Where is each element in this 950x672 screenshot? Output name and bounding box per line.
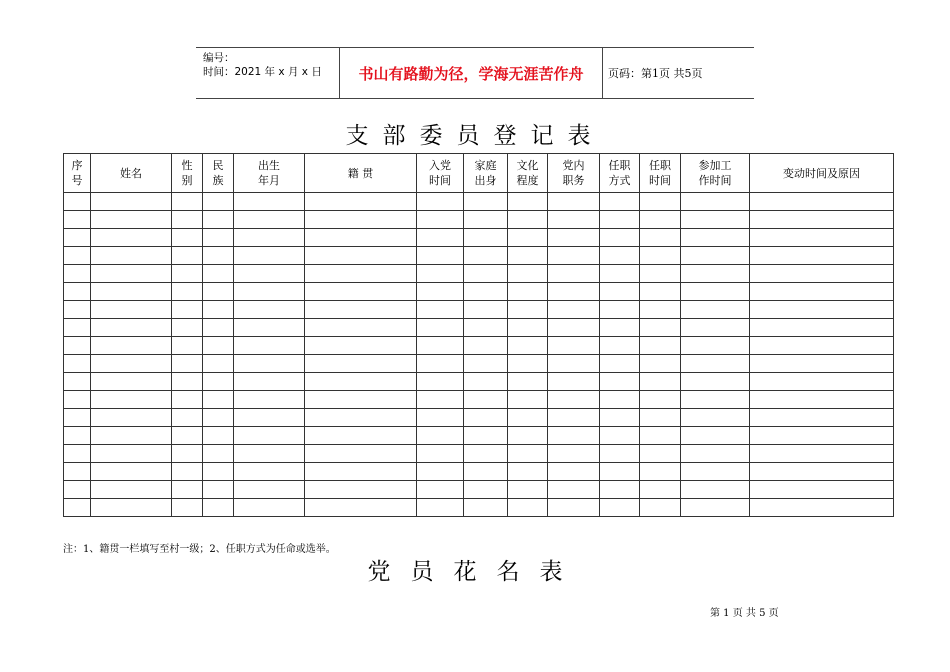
table-cell[interactable] xyxy=(640,481,681,499)
table-cell[interactable] xyxy=(681,391,750,409)
table-cell[interactable] xyxy=(548,391,600,409)
table-cell[interactable] xyxy=(750,499,894,517)
table-cell[interactable] xyxy=(203,445,234,463)
table-cell[interactable] xyxy=(600,373,640,391)
table-cell[interactable] xyxy=(600,499,640,517)
table-cell[interactable] xyxy=(464,247,508,265)
table-cell[interactable] xyxy=(234,229,305,247)
table-cell[interactable] xyxy=(600,445,640,463)
table-cell[interactable] xyxy=(548,193,600,211)
table-cell[interactable] xyxy=(203,319,234,337)
column-header: 姓名 xyxy=(91,154,172,193)
table-cell[interactable] xyxy=(305,355,417,373)
column-header: 文化 程度 xyxy=(508,154,548,193)
table-cell[interactable] xyxy=(681,211,750,229)
table-cell[interactable] xyxy=(600,481,640,499)
table-cell[interactable] xyxy=(64,499,91,517)
table-cell[interactable] xyxy=(417,211,464,229)
table-cell[interactable] xyxy=(508,463,548,481)
table-cell[interactable] xyxy=(203,391,234,409)
table-cell[interactable] xyxy=(508,481,548,499)
table-cell[interactable] xyxy=(464,265,508,283)
table-cell[interactable] xyxy=(172,229,203,247)
table-cell[interactable] xyxy=(417,229,464,247)
table-cell[interactable] xyxy=(305,229,417,247)
table-cell[interactable] xyxy=(750,229,894,247)
table-cell[interactable] xyxy=(64,319,91,337)
table-cell[interactable] xyxy=(640,445,681,463)
table-cell[interactable] xyxy=(172,301,203,319)
table-cell[interactable] xyxy=(508,409,548,427)
table-cell[interactable] xyxy=(548,481,600,499)
table-cell[interactable] xyxy=(750,319,894,337)
table-cell[interactable] xyxy=(464,211,508,229)
table-cell[interactable] xyxy=(91,355,172,373)
table-cell[interactable] xyxy=(417,499,464,517)
table-cell[interactable] xyxy=(681,409,750,427)
table-cell[interactable] xyxy=(172,211,203,229)
table-cell[interactable] xyxy=(91,409,172,427)
table-cell[interactable] xyxy=(172,337,203,355)
table-cell[interactable] xyxy=(203,247,234,265)
table-cell[interactable] xyxy=(172,283,203,301)
table-cell[interactable] xyxy=(234,319,305,337)
column-header: 出生 年月 xyxy=(234,154,305,193)
table-cell[interactable] xyxy=(305,319,417,337)
table-cell[interactable] xyxy=(508,247,548,265)
table-cell[interactable] xyxy=(681,265,750,283)
table-cell[interactable] xyxy=(305,211,417,229)
table-row xyxy=(64,355,894,373)
table-cell[interactable] xyxy=(750,211,894,229)
page-footer: 第 1 页 共 5 页 xyxy=(710,608,779,619)
table-cell[interactable] xyxy=(417,355,464,373)
table-cell[interactable] xyxy=(172,355,203,373)
table-cell[interactable] xyxy=(508,283,548,301)
table-cell[interactable] xyxy=(91,481,172,499)
table-cell[interactable] xyxy=(203,265,234,283)
table-cell[interactable] xyxy=(681,499,750,517)
table-cell[interactable] xyxy=(464,445,508,463)
table-cell[interactable] xyxy=(91,337,172,355)
table-cell[interactable] xyxy=(681,193,750,211)
table-cell[interactable] xyxy=(600,355,640,373)
column-header: 民 族 xyxy=(203,154,234,193)
table-cell[interactable] xyxy=(750,409,894,427)
table-cell[interactable] xyxy=(305,337,417,355)
table-cell[interactable] xyxy=(203,283,234,301)
column-header: 党内 职务 xyxy=(548,154,600,193)
table-cell[interactable] xyxy=(203,193,234,211)
table-cell[interactable] xyxy=(508,229,548,247)
column-header: 变动时间及原因 xyxy=(750,154,894,193)
table-cell[interactable] xyxy=(750,445,894,463)
table-cell[interactable] xyxy=(464,355,508,373)
table-cell[interactable] xyxy=(681,247,750,265)
table-cell[interactable] xyxy=(464,499,508,517)
table-cell[interactable] xyxy=(203,301,234,319)
table-cell[interactable] xyxy=(234,391,305,409)
table-cell[interactable] xyxy=(508,193,548,211)
table-cell[interactable] xyxy=(681,463,750,481)
table-cell[interactable] xyxy=(548,319,600,337)
table-cell[interactable] xyxy=(600,193,640,211)
table-cell[interactable] xyxy=(508,211,548,229)
table-cell[interactable] xyxy=(508,355,548,373)
table-row xyxy=(64,265,894,283)
table-cell[interactable] xyxy=(417,337,464,355)
column-header: 序 号 xyxy=(64,154,91,193)
table-cell[interactable] xyxy=(234,409,305,427)
table-cell[interactable] xyxy=(203,463,234,481)
column-header: 任职 时间 xyxy=(640,154,681,193)
table-cell[interactable] xyxy=(172,499,203,517)
table-cell[interactable] xyxy=(305,391,417,409)
table-cell[interactable] xyxy=(91,499,172,517)
table-cell[interactable] xyxy=(640,301,681,319)
table-cell[interactable] xyxy=(600,409,640,427)
table-cell[interactable] xyxy=(548,445,600,463)
table-cell[interactable] xyxy=(750,265,894,283)
table-cell[interactable] xyxy=(464,409,508,427)
table-cell[interactable] xyxy=(681,445,750,463)
table-header-row xyxy=(64,154,894,193)
table-cell[interactable] xyxy=(64,193,91,211)
table-cell[interactable] xyxy=(600,391,640,409)
table-row xyxy=(64,229,894,247)
table-cell[interactable] xyxy=(172,481,203,499)
table-row xyxy=(64,301,894,319)
table-cell[interactable] xyxy=(234,481,305,499)
table-row xyxy=(64,211,894,229)
table-cell[interactable] xyxy=(91,391,172,409)
time-label: 时间：2021 年 x 月 x 日 xyxy=(203,66,322,78)
table-cell[interactable] xyxy=(91,319,172,337)
table-cell[interactable] xyxy=(640,355,681,373)
table-cell[interactable] xyxy=(417,409,464,427)
table-cell[interactable] xyxy=(640,499,681,517)
table-cell[interactable] xyxy=(172,427,203,445)
table-cell[interactable] xyxy=(508,319,548,337)
table-cell[interactable] xyxy=(234,211,305,229)
table-cell[interactable] xyxy=(640,229,681,247)
table-cell[interactable] xyxy=(464,193,508,211)
table-cell[interactable] xyxy=(64,265,91,283)
table-cell[interactable] xyxy=(91,301,172,319)
table-cell[interactable] xyxy=(64,445,91,463)
table-cell[interactable] xyxy=(600,301,640,319)
table-cell[interactable] xyxy=(640,427,681,445)
table-cell[interactable] xyxy=(203,409,234,427)
table-cell[interactable] xyxy=(750,481,894,499)
table-cell[interactable] xyxy=(508,265,548,283)
table-cell[interactable] xyxy=(640,211,681,229)
table-cell[interactable] xyxy=(305,265,417,283)
table-cell[interactable] xyxy=(417,319,464,337)
table-cell[interactable] xyxy=(464,481,508,499)
table-cell[interactable] xyxy=(64,301,91,319)
table-cell[interactable] xyxy=(305,373,417,391)
table-cell[interactable] xyxy=(600,337,640,355)
table-title: 支部委员登记表 xyxy=(345,123,605,149)
table-row xyxy=(64,391,894,409)
table-cell[interactable] xyxy=(640,319,681,337)
table-cell[interactable] xyxy=(681,481,750,499)
table-row xyxy=(64,409,894,427)
table-cell[interactable] xyxy=(640,337,681,355)
table-cell[interactable] xyxy=(234,265,305,283)
table-cell[interactable] xyxy=(548,427,600,445)
column-header: 籍 贯 xyxy=(305,154,417,193)
table-cell[interactable] xyxy=(64,373,91,391)
table-row xyxy=(64,481,894,499)
table-cell[interactable] xyxy=(234,337,305,355)
table-cell[interactable] xyxy=(417,463,464,481)
table-cell[interactable] xyxy=(172,193,203,211)
table-cell[interactable] xyxy=(750,247,894,265)
table-cell[interactable] xyxy=(417,193,464,211)
table-cell[interactable] xyxy=(548,499,600,517)
table-cell[interactable] xyxy=(91,427,172,445)
table-cell[interactable] xyxy=(508,445,548,463)
table-cell[interactable] xyxy=(464,319,508,337)
table-cell[interactable] xyxy=(64,337,91,355)
table-cell[interactable] xyxy=(91,211,172,229)
table-cell[interactable] xyxy=(417,247,464,265)
table-cell[interactable] xyxy=(234,247,305,265)
table-cell[interactable] xyxy=(508,427,548,445)
table-cell[interactable] xyxy=(600,283,640,301)
page-code: 页码：第1页 共5页 xyxy=(608,67,703,80)
table-cell[interactable] xyxy=(508,499,548,517)
table-cell[interactable] xyxy=(234,463,305,481)
table-cell[interactable] xyxy=(600,247,640,265)
table-cell[interactable] xyxy=(64,463,91,481)
table-cell[interactable] xyxy=(548,211,600,229)
table-cell[interactable] xyxy=(640,409,681,427)
table-cell[interactable] xyxy=(417,445,464,463)
table-row xyxy=(64,427,894,445)
table-cell[interactable] xyxy=(681,355,750,373)
table-cell[interactable] xyxy=(305,283,417,301)
table-cell[interactable] xyxy=(91,247,172,265)
table-cell[interactable] xyxy=(548,229,600,247)
table-cell[interactable] xyxy=(681,319,750,337)
table-cell[interactable] xyxy=(234,355,305,373)
column-header: 参加工 作时间 xyxy=(681,154,750,193)
table-cell[interactable] xyxy=(750,355,894,373)
next-section-title: 党员花名表 xyxy=(367,559,583,585)
table-cell[interactable] xyxy=(600,463,640,481)
table-cell[interactable] xyxy=(750,337,894,355)
table-cell[interactable] xyxy=(640,247,681,265)
column-header: 性 别 xyxy=(172,154,203,193)
table-cell[interactable] xyxy=(548,337,600,355)
table-cell[interactable] xyxy=(305,193,417,211)
table-cell[interactable] xyxy=(548,463,600,481)
table-cell[interactable] xyxy=(64,211,91,229)
table-cell[interactable] xyxy=(681,427,750,445)
table-cell[interactable] xyxy=(64,283,91,301)
table-cell[interactable] xyxy=(750,193,894,211)
table-cell[interactable] xyxy=(91,445,172,463)
committee-register-table xyxy=(63,153,894,517)
table-cell[interactable] xyxy=(234,301,305,319)
table-row xyxy=(64,463,894,481)
table-cell[interactable] xyxy=(172,391,203,409)
table-cell[interactable] xyxy=(681,373,750,391)
table-cell[interactable] xyxy=(305,463,417,481)
table-cell[interactable] xyxy=(417,373,464,391)
table-cell[interactable] xyxy=(750,301,894,319)
table-cell[interactable] xyxy=(417,265,464,283)
table-cell[interactable] xyxy=(305,481,417,499)
table-cell[interactable] xyxy=(91,463,172,481)
table-cell[interactable] xyxy=(305,445,417,463)
table-cell[interactable] xyxy=(508,391,548,409)
table-cell[interactable] xyxy=(417,481,464,499)
table-cell[interactable] xyxy=(750,283,894,301)
table-cell[interactable] xyxy=(464,391,508,409)
table-cell[interactable] xyxy=(234,373,305,391)
table-cell[interactable] xyxy=(64,229,91,247)
table-cell[interactable] xyxy=(203,427,234,445)
table-cell[interactable] xyxy=(305,427,417,445)
table-row xyxy=(64,445,894,463)
table-cell[interactable] xyxy=(508,301,548,319)
table-cell[interactable] xyxy=(203,211,234,229)
table-cell[interactable] xyxy=(464,427,508,445)
table-cell[interactable] xyxy=(681,283,750,301)
table-cell[interactable] xyxy=(91,229,172,247)
table-cell[interactable] xyxy=(234,193,305,211)
header-motto: 书山有路勤为径，学海无涯苦作舟 xyxy=(339,48,603,98)
table-cell[interactable] xyxy=(203,481,234,499)
table-cell[interactable] xyxy=(172,373,203,391)
table-cell[interactable] xyxy=(464,229,508,247)
table-cell[interactable] xyxy=(508,373,548,391)
table-note: 注：1、籍贯一栏填写至村一级；2、任职方式为任命或选举。 xyxy=(63,544,336,555)
table-cell[interactable] xyxy=(600,211,640,229)
table-cell[interactable] xyxy=(464,373,508,391)
table-cell[interactable] xyxy=(234,283,305,301)
table-cell[interactable] xyxy=(464,301,508,319)
header-info xyxy=(196,48,339,98)
table-cell[interactable] xyxy=(750,373,894,391)
table-cell[interactable] xyxy=(203,337,234,355)
table-cell[interactable] xyxy=(640,463,681,481)
table-row xyxy=(64,193,894,211)
table-cell[interactable] xyxy=(600,229,640,247)
table-cell[interactable] xyxy=(172,463,203,481)
table-row xyxy=(64,373,894,391)
table-cell[interactable] xyxy=(234,445,305,463)
table-cell[interactable] xyxy=(64,247,91,265)
number-label: 编号： xyxy=(203,52,235,64)
table-cell[interactable] xyxy=(91,373,172,391)
table-cell[interactable] xyxy=(548,265,600,283)
table-cell[interactable] xyxy=(64,409,91,427)
table-cell[interactable] xyxy=(234,427,305,445)
table-cell[interactable] xyxy=(91,265,172,283)
table-cell[interactable] xyxy=(172,265,203,283)
table-cell[interactable] xyxy=(681,229,750,247)
table-row xyxy=(64,283,894,301)
table-cell[interactable] xyxy=(640,283,681,301)
table-cell[interactable] xyxy=(640,391,681,409)
table-cell[interactable] xyxy=(172,409,203,427)
table-cell[interactable] xyxy=(640,373,681,391)
table-cell[interactable] xyxy=(750,427,894,445)
table-cell[interactable] xyxy=(203,499,234,517)
column-header: 家庭 出身 xyxy=(464,154,508,193)
table-cell[interactable] xyxy=(548,283,600,301)
table-cell[interactable] xyxy=(203,355,234,373)
table-row xyxy=(64,337,894,355)
table-cell[interactable] xyxy=(464,337,508,355)
table-cell[interactable] xyxy=(417,301,464,319)
table-cell[interactable] xyxy=(172,247,203,265)
table-cell[interactable] xyxy=(548,373,600,391)
table-cell[interactable] xyxy=(750,463,894,481)
table-row xyxy=(64,247,894,265)
table-cell[interactable] xyxy=(91,193,172,211)
table-cell[interactable] xyxy=(203,373,234,391)
table-cell[interactable] xyxy=(305,301,417,319)
table-cell[interactable] xyxy=(750,391,894,409)
table-cell[interactable] xyxy=(64,391,91,409)
table-cell[interactable] xyxy=(417,283,464,301)
table-cell[interactable] xyxy=(417,391,464,409)
table-cell[interactable] xyxy=(600,427,640,445)
table-cell[interactable] xyxy=(172,319,203,337)
table-row xyxy=(64,499,894,517)
table-cell[interactable] xyxy=(600,319,640,337)
table-cell[interactable] xyxy=(305,409,417,427)
table-cell[interactable] xyxy=(203,229,234,247)
table-cell[interactable] xyxy=(64,355,91,373)
table-cell[interactable] xyxy=(548,301,600,319)
page-header xyxy=(196,47,754,99)
table-cell[interactable] xyxy=(464,283,508,301)
table-row xyxy=(64,319,894,337)
table-cell[interactable] xyxy=(640,265,681,283)
table-cell[interactable] xyxy=(681,301,750,319)
table-cell[interactable] xyxy=(64,427,91,445)
table-cell[interactable] xyxy=(548,355,600,373)
table-cell[interactable] xyxy=(234,499,305,517)
table-cell[interactable] xyxy=(548,409,600,427)
table-cell[interactable] xyxy=(508,337,548,355)
table-cell[interactable] xyxy=(91,283,172,301)
table-cell[interactable] xyxy=(464,463,508,481)
table-cell[interactable] xyxy=(305,499,417,517)
table-cell[interactable] xyxy=(681,337,750,355)
table-cell[interactable] xyxy=(64,481,91,499)
table-cell[interactable] xyxy=(305,247,417,265)
table-cell[interactable] xyxy=(417,427,464,445)
column-header: 入党 时间 xyxy=(417,154,464,193)
table-cell[interactable] xyxy=(640,193,681,211)
table-cell[interactable] xyxy=(172,445,203,463)
table-cell[interactable] xyxy=(600,265,640,283)
table-cell[interactable] xyxy=(548,247,600,265)
column-header: 任职 方式 xyxy=(600,154,640,193)
